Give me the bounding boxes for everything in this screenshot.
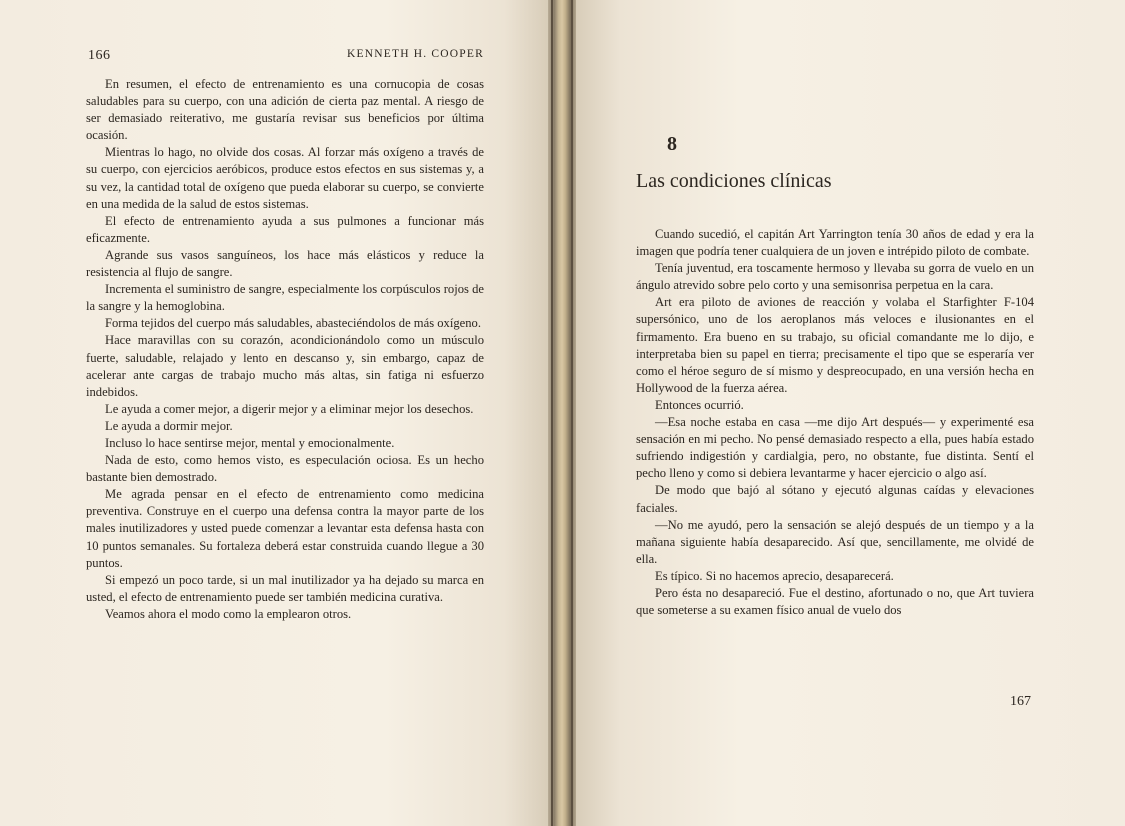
chapter-title: Las condiciones clínicas	[636, 170, 832, 192]
paragraph: Le ayuda a dormir mejor.	[105, 418, 233, 433]
paragraph: El efecto de entrenamiento ayuda a sus pulmones a funcionar más eficazmente.	[86, 213, 484, 245]
gutter-edge	[551, 0, 553, 826]
paragraph: Es típico. Si no hacemos aprecio, desaparecerá.	[655, 568, 894, 583]
paragraph: Mientras lo hago, no olvide dos cosas. Al forzar más oxígeno a través de su cuerpo, con ejercicios aeróbicos, produce estos efectos en sus sistemas y, a su vez, la cantidad total de oxígeno que pueda elaborar su cuerpo, se convierte en una medida de la salud de estos sistemas.	[86, 145, 484, 211]
running-head	[88, 48, 484, 66]
paragraph: Agrande sus vasos sanguíneos, los hace más elásticos y reduce la resistencia al flujo de sangre.	[86, 247, 484, 280]
paragraph: Hace maravillas con su corazón, acondicionándolo como un músculo fuerte, saludable, relajado y lento en descanso y, sin embargo, capaz de acelerar ante cargas de trabajo mucho más altas, sin fatiga ni esfuerzo indebidos.	[86, 333, 484, 399]
paragraph: —No me ayudó, pero la sensación se alejó después de un tiempo y a la mañana siguiente había desaparecido. Así que, sencillamente, me olvidé de ella.	[636, 517, 1034, 566]
paragraph: Le ayuda a comer mejor, a digerir mejor y a eliminar mejor los desechos.	[105, 401, 474, 416]
chapter-number: 8	[667, 133, 677, 155]
paragraph: Entonces ocurrió.	[655, 397, 744, 412]
paragraph: Art era piloto de aviones de reacción y volaba el Starfighter F-104 supersónico, uno de los aeroplanos más veloces e ilusionantes en el firmamento. Era bueno en su trabajo, su oficial comandante me lo dijo, e interpretaba bien su papel en tierra; precisamente el tipo que se esperaría ver como el héroe seguro de sí mismo y despreocupado, en una versión hecha en Hollywood de la fuerza aérea.	[636, 295, 1034, 395]
paragraph: De modo que bajó al sótano y ejecutó algunas caídas y elevaciones faciales.	[636, 483, 1034, 515]
left-page	[0, 0, 548, 826]
paragraph: Pero ésta no desapareció. Fue el destino, afortunado o no, que Art tuviera que someterse a su examen físico anual de vuelo dos	[636, 585, 1034, 618]
left-page-body	[86, 76, 484, 623]
book-gutter	[548, 0, 576, 826]
paragraph: —Esa noche estaba en casa —me dijo Art después— y experimenté esa sensación en mi pecho. No pensé demasiado respecto a ella, pues había estado sufriendo indigestión y cardialgia, pero, no obstante, fue distinta. Sentí el pecho lleno y como si debiera levantarme y hacer ejercicio o algo así.	[636, 415, 1034, 481]
paragraph: En resumen, el efecto de entrenamiento es una cornucopia de cosas saludables para su cuerpo, con una adición de cierta paz mental. A riesgo de ser demasiado reiterativo, me gustaría revisar sus beneficios por última ocasión.	[86, 77, 484, 143]
paragraph: Veamos ahora el modo como la emplearon otros.	[105, 606, 352, 621]
paragraph: Forma tejidos del cuerpo más saludables, abasteciéndolos de más oxígeno.	[105, 316, 481, 331]
paragraph: Incluso lo hace sentirse mejor, mental y emocionalmente.	[105, 435, 395, 450]
paragraph: Si empezó un poco tarde, si un mal inutilizador ya ha dejado su marca en usted, el efecto de entrenamiento puede ser también medicina curativa.	[86, 572, 484, 604]
paragraph: Tenía juventud, era toscamente hermoso y llevaba su gorra de vuelo en un ángulo atrevido sobre pelo corto y una semisonrisa perpetua en la cara.	[636, 261, 1034, 293]
running-head-author: KENNETH H. COOPER	[347, 48, 484, 60]
right-page-body	[636, 226, 1034, 619]
paragraph: Cuando sucedió, el capitán Art Yarrington tenía 30 años de edad y era la imagen que podría tener cualquiera de un joven e intrépido piloto de combate.	[636, 227, 1034, 259]
gutter-edge	[571, 0, 573, 826]
page-number-right: 167	[1010, 694, 1031, 709]
paragraph: Incrementa el suministro de sangre, especialmente los corpúsculos rojos de la sangre y la hemoglobina.	[86, 282, 484, 314]
paragraph: Me agrada pensar en el efecto de entrenamiento como medicina preventiva. Construye en el cuerpo una defensa contra la mayor parte de los males inutilizadores y usted puede comenzar a levantar esta defensa hasta con 10 puntos semanales. Su fortaleza deberá estar construida cuando llegue a 30 puntos.	[86, 487, 484, 570]
paragraph: Nada de esto, como hemos visto, es especulación ociosa. Es un hecho bastante bien demostrado.	[86, 453, 484, 485]
page-number-left: 166	[88, 48, 111, 63]
